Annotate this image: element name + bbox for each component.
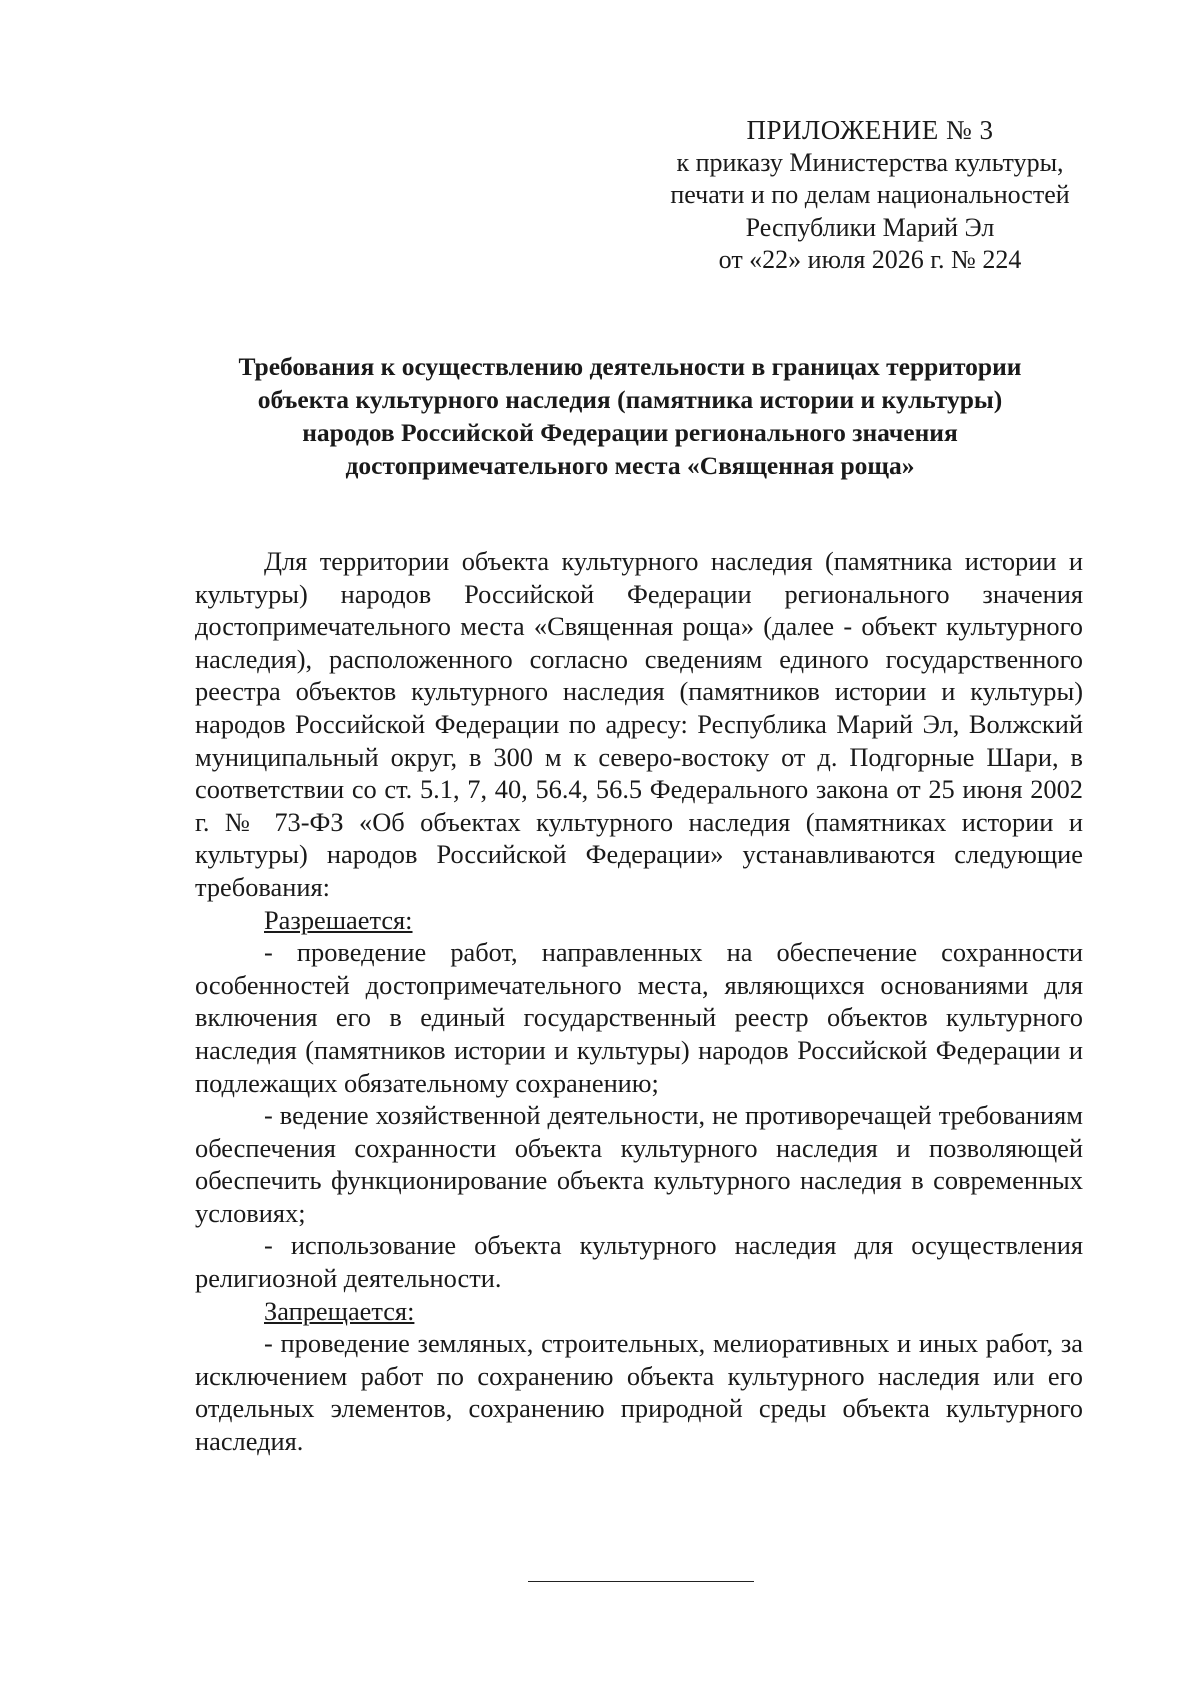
end-separator-line bbox=[528, 1581, 754, 1582]
title-line: объекта культурного наследия (памятника истории и культуры) bbox=[257, 385, 1003, 414]
allowed-item: - использование объекта культурного наследия для осуществления религиозной деятельности. bbox=[195, 1230, 1083, 1294]
appendix-block bbox=[640, 114, 1100, 277]
allowed-heading bbox=[195, 904, 1083, 937]
document-body bbox=[195, 545, 1083, 1458]
document-title bbox=[170, 350, 1090, 482]
allowed-item: - проведение работ, направленных на обеспечение сохранности особенностей достопримечательного места, являющихся основаниями для включения его в единый государственный реестр объектов культурного наследия (памятников истории и культуры) народов Российской Федерации и подлежащих обязательному сохранению; bbox=[195, 937, 1083, 1098]
prohibited-item: - проведение земляных, строительных, мелиоративных и иных работ, за исключением работ по сохранению объекта культурного наследия или его отдельных элементов, сохранению природной среды объекта культурного наследия. bbox=[195, 1328, 1083, 1457]
prohibited-heading bbox=[195, 1295, 1083, 1328]
title-line: Требования к осуществлению деятельности в границах территории bbox=[238, 352, 1022, 381]
appendix-line-date: от «22» июля 2026 г. № 224 bbox=[718, 245, 1022, 274]
title-line: достопримечательного места «Священная роща» bbox=[345, 451, 915, 480]
allowed-item: - ведение хозяйственной деятельности, не противоречащей требованиям обеспечения сохранности объекта культурного наследия и позволяющей обеспечить функционирование объекта культурного наследия в современных условиях; bbox=[195, 1100, 1083, 1228]
prohibited-heading-text: Запрещается: bbox=[264, 1295, 415, 1326]
allowed-heading-text: Разрешается: bbox=[264, 904, 413, 935]
appendix-title: ПРИЛОЖЕНИЕ № 3 bbox=[746, 115, 994, 145]
title-line: народов Российской Федерации регионального значения bbox=[302, 418, 958, 447]
appendix-line-republic: Республики Марий Эл bbox=[745, 212, 995, 242]
appendix-line-order: к приказу Министерства культуры, bbox=[676, 147, 1064, 177]
appendix-line-ministry: печати и по делам национальностей bbox=[670, 180, 1070, 209]
intro-paragraph: Для территории объекта культурного наследия (памятника истории и культуры) народов Российской Федерации регионального значения достопримечательного места «Священная роща» (далее - объект культурного наследия), расположенного согласно сведениям единого государственного реестра объектов культурного наследия (памятников истории и культуры) народов Российской Федерации по адресу: Республика Марий Эл, Волжский муниципальный округ, в 300 м к северо-востоку от д. Подгорные Шари, в соответствии со ст. 5.1, 7, 40, 56.4, 56.5 Федерального закона от 25 июня 2002 г. № 73-ФЗ «Об объектах культурного наследия (памятниках истории и культуры) народов Российской Федерации» устанавливаются следующие требования: bbox=[195, 546, 1083, 902]
